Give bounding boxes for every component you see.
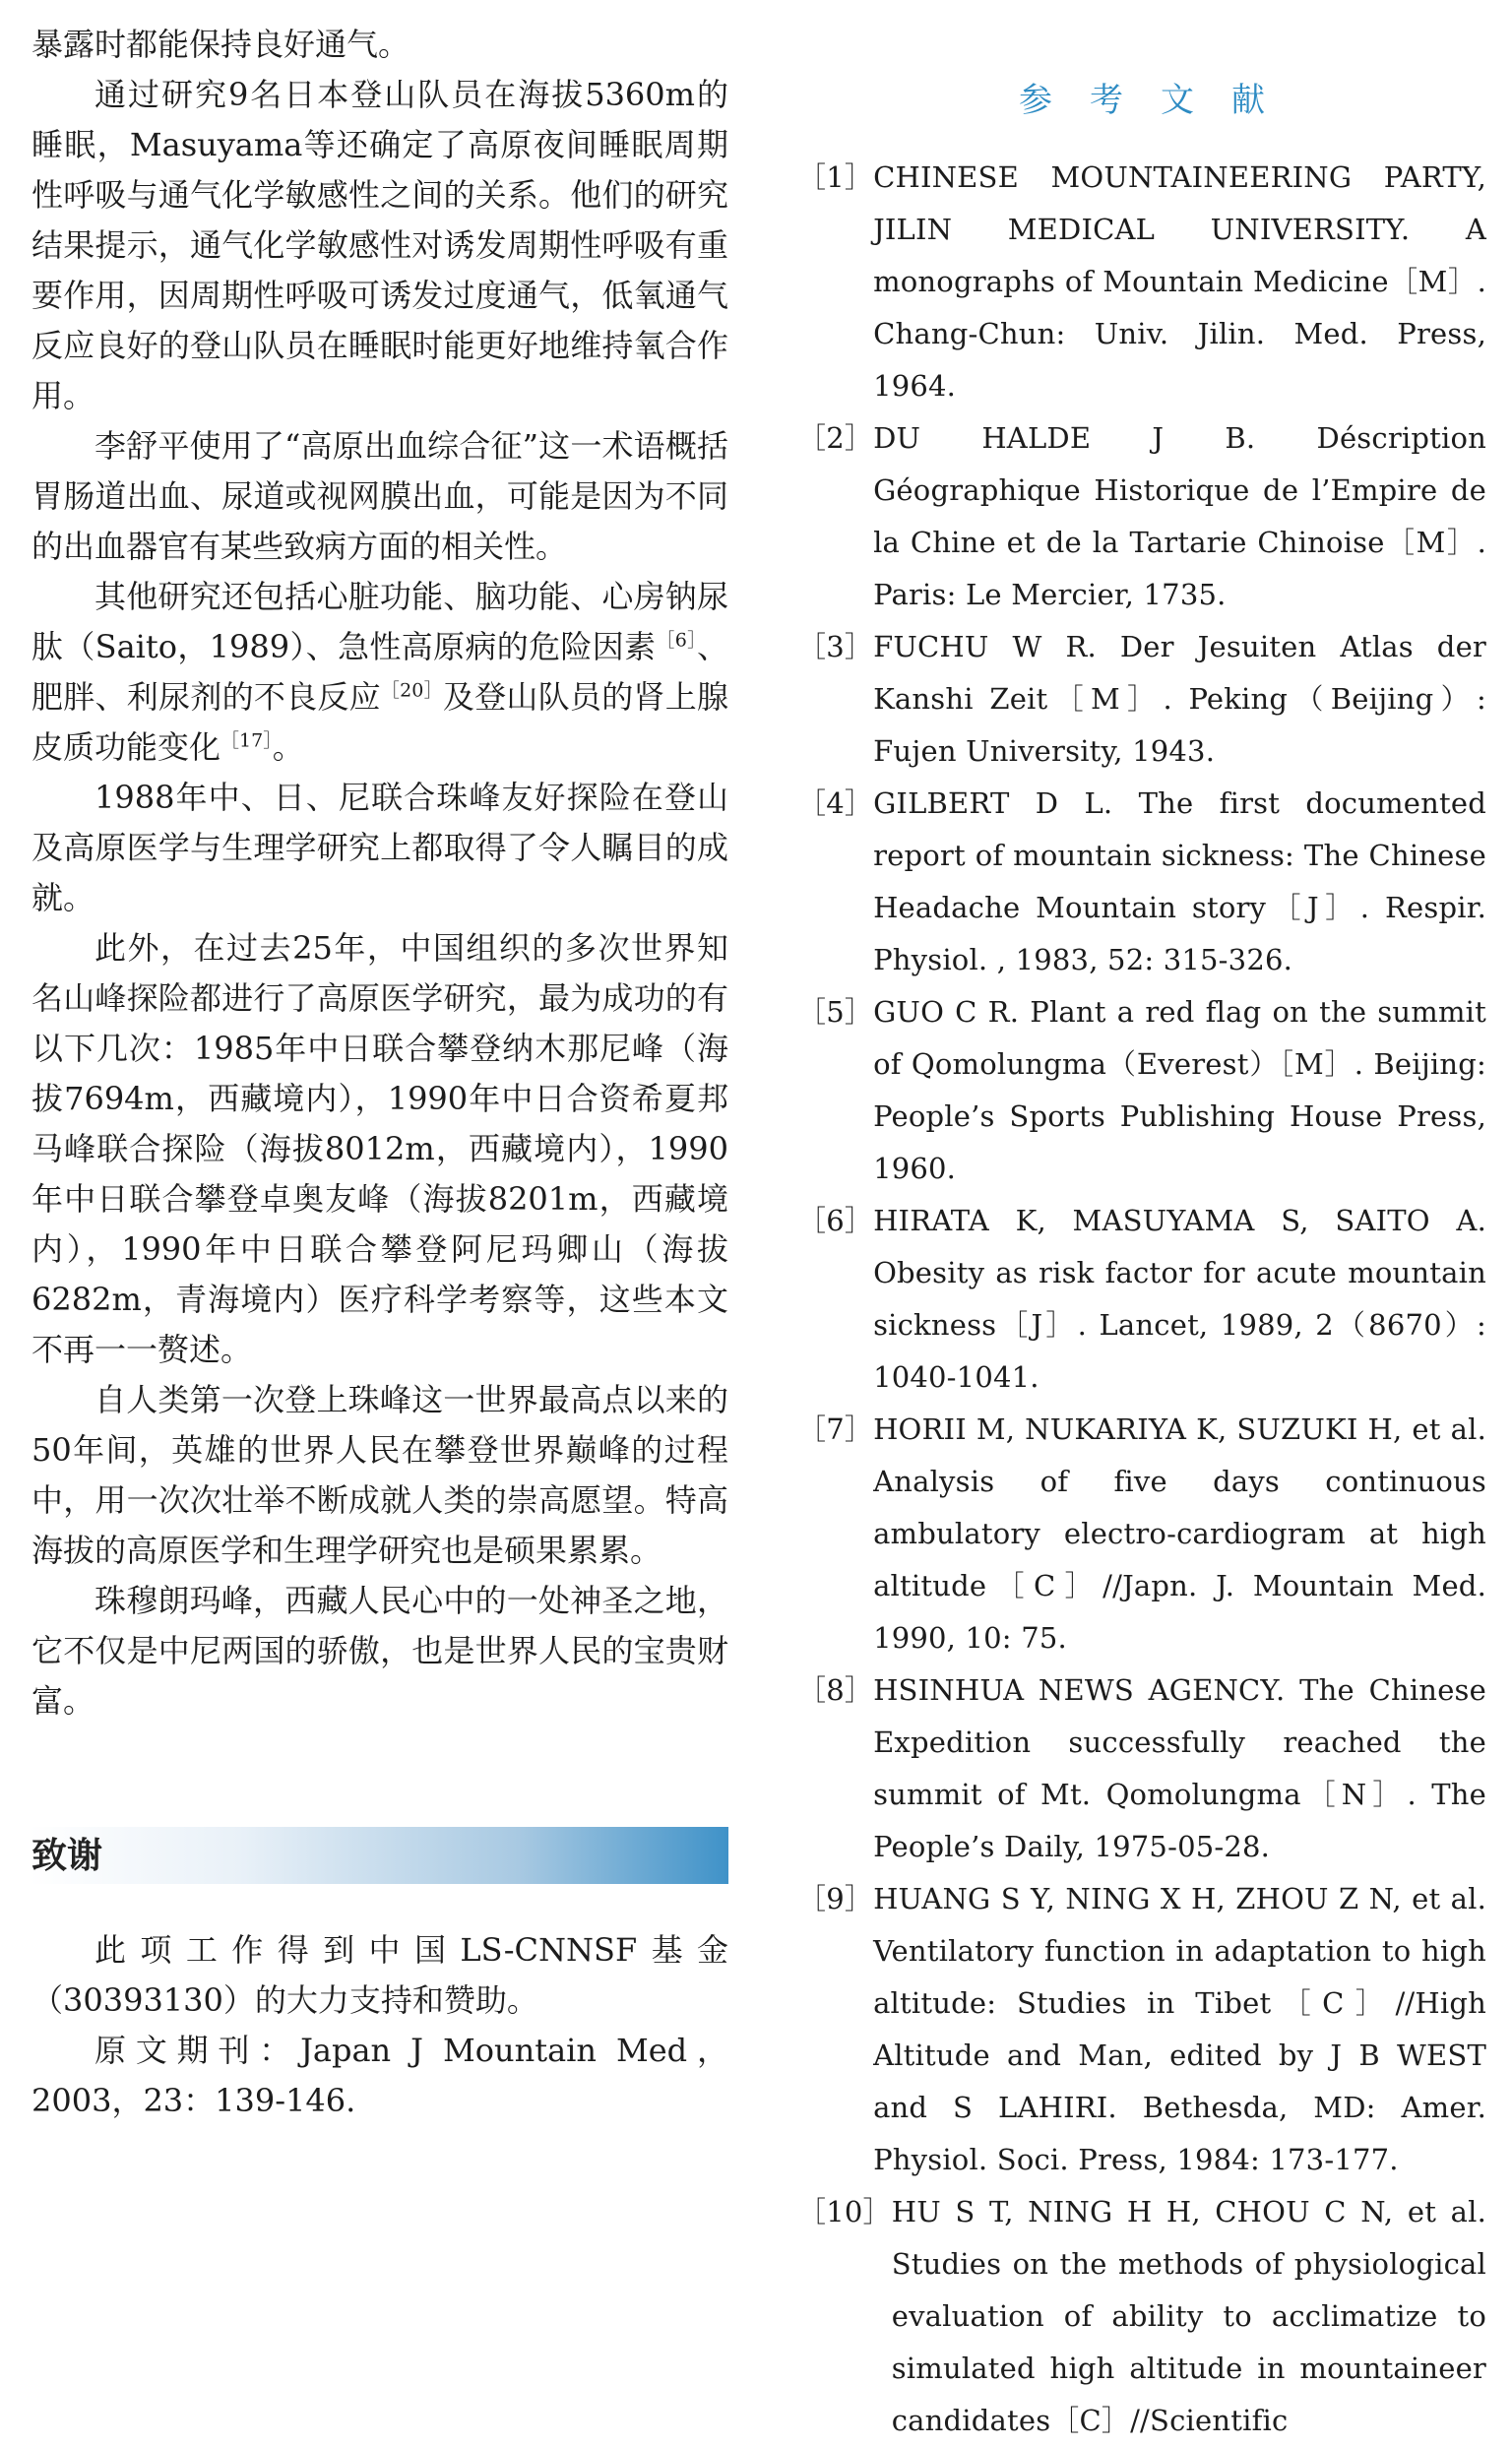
acknowledgement-title: 致谢 <box>32 1836 103 1876</box>
other-studies-text-3: 及登山队员的肾上腺皮质功能变化 <box>32 678 728 766</box>
references-column <box>797 71 1486 2447</box>
reference-number: ［5］ <box>797 995 874 1029</box>
reference-item <box>797 1404 1486 1664</box>
paragraph-hemorrhage-syndrome: 李舒平使用了“高原出血综合征”这一术语概括胃肠道出血、尿道或视网膜出血，可能是因为不同的出血器官有某些致病方面的相关性。 <box>32 427 728 565</box>
acknowledgement-section <box>32 1925 728 2126</box>
paragraph-50-years: 自人类第一次登上珠峰这一世界最高点以来的50年间，英雄的世界人民在攀登世界巅峰的过程中，用一次次壮举不断成就人类的崇高愿望。特高海拔的高原医学和生理学研究也是硕果累累。 <box>32 1381 728 1569</box>
reference-text: FUCHU W R. Der Jesuiten Atlas der Kanshi Zeit［M］. Peking（Beijing）: Fujen University, 1943. <box>873 630 1486 768</box>
paragraph-other-studies <box>32 572 728 773</box>
reference-text: HORII M, NUKARIYA K, SUZUKI H, et al. Analysis of five days continuous ambulatory electro-cardiogram at high altitude［C］//Japn. J. Mountain Med. 1990, 10: 75. <box>873 1412 1486 1655</box>
reference-number: ［3］ <box>797 630 874 663</box>
reference-item <box>797 778 1486 986</box>
reference-item <box>797 986 1486 1195</box>
paragraph-ventilation-end: 暴露时都能保持良好通气。 <box>32 26 410 63</box>
acknowledgement-header-bar <box>30 1827 728 1884</box>
reference-list <box>797 152 1486 2447</box>
reference-item <box>797 1873 1486 2186</box>
reference-number: ［7］ <box>797 1412 874 1446</box>
reference-text: HU S T, NING H H, CHOU C N, et al. Studies on the methods of physiological evaluation of ability to acclimatize to simulated high altitude in mountaineer candidates［C］//Scientific <box>891 2195 1486 2437</box>
other-studies-text-1: 其他研究还包括心脏功能、脑功能、心房钠尿肽（Saito，1989）、急性高原病的危险因素 <box>32 578 728 665</box>
reference-text: HIRATA K, MASUYAMA S, SAITO A. Obesity as risk factor for acute mountain sickness［J］. Lancet, 1989, 2（8670）: 1040-1041. <box>873 1204 1486 1394</box>
reference-number: ［4］ <box>797 786 874 820</box>
reference-text: CHINESE MOUNTAINEERING PARTY, JILIN MEDICAL UNIVERSITY. A monographs of Mountain Medicine［M］. Chang-Chun: Univ. Jilin. Med. Press, 1964. <box>873 160 1486 403</box>
reference-text: HUANG S Y, NING X H, ZHOU Z N, et al. Ventilatory function in adaptation to high altitude: Studies in Tibet［C］//High Altitude and Man, edited by J B WEST and S LAHIRI. Bethesda, MD: Amer. Physiol. Soci. Press, 1984: 173-177. <box>873 1882 1486 2176</box>
other-studies-text-2: 、肥胖、利尿剂的不良反应 <box>32 628 728 716</box>
paragraph-1988-expedition: 1988年中、日、尼联合珠峰友好探险在登山及高原医学与生理学研究上都取得了令人瞩目的成就。 <box>32 779 728 916</box>
reference-number: ［10］ <box>797 2195 892 2228</box>
reference-item <box>797 412 1486 621</box>
reference-text: HSINHUA NEWS AGENCY. The Chinese Expedition successfully reached the summit of Mt. Qomolungma［N］. The People’s Daily, 1975-05-28. <box>873 1673 1486 1863</box>
citation-17: ［17］ <box>220 729 273 752</box>
reference-text: DU HALDE J B. Déscription Géographique Historique de l’Empire de la Chine et de la Tartarie Chinoise［M］. Paris: Le Mercier, 1735. <box>873 421 1486 611</box>
acknowledgement-body: 此项工作得到中国LS-CNNSF基金（30393130）的大力支持和赞助。 <box>32 1931 728 2019</box>
reference-number: ［2］ <box>797 421 874 455</box>
reference-number: ［6］ <box>797 1204 874 1237</box>
left-column <box>32 20 728 1726</box>
reference-number: ［1］ <box>797 160 874 194</box>
paragraph-masuyama-sleep: 通过研究9名日本登山队员在海拔5360m的睡眠，Masuyama等还确定了高原夜间睡眠周期性呼吸与通气化学敏感性之间的关系。他们的研究结果提示，通气化学敏感性对诱发周期性呼吸有重要作用，因周期性呼吸可诱发过度通气，低氧通气反应良好的登山队员在睡眠时能更好地维持氧合作用。 <box>32 76 728 414</box>
original-source: 原文期刊：Japan J Mountain Med，2003，23：139-146. <box>32 2032 728 2119</box>
reference-text: GILBERT D L. The first documented report of mountain sickness: The Chinese Headache Mountain story［J］. Respir. Physiol. , 1983, 52: 315-326. <box>873 786 1486 976</box>
reference-item <box>797 2186 1486 2447</box>
reference-item <box>797 621 1486 778</box>
citation-20: ［20］ <box>380 679 443 702</box>
reference-text: GUO C R. Plant a red flag on the summit of Qomolungma（Everest）［M］. Beijing: People’s Sports Publishing House Press, 1960. <box>873 995 1486 1185</box>
reference-item <box>797 1664 1486 1873</box>
citation-6: ［6］ <box>656 629 697 652</box>
paragraph-qomolangma-sacred: 珠穆朗玛峰，西藏人民心中的一处神圣之地，它不仅是中尼两国的骄傲，也是世界人民的宝贵财富。 <box>32 1582 728 1720</box>
paragraph-past-25-years: 此外，在过去25年，中国组织的多次世界知名山峰探险都进行了高原医学研究，最为成功的有以下几次：1985年中日联合攀登纳木那尼峰（海拔7694m，西藏境内），1990年中日合资希夏邦马峰联合探险（海拔8012m，西藏境内），1990年中日联合攀登卓奥友峰（海拔8201m，西藏境内），1990年中日联合攀登阿尼玛卿山（海拔6282m，青海境内）医疗科学考察等，这些本文不再一一赘述。 <box>32 929 728 1368</box>
references-heading: 参考文献 <box>1019 81 1302 120</box>
reference-number: ［8］ <box>797 1673 874 1707</box>
reference-item <box>797 1195 1486 1404</box>
other-studies-text-4: 。 <box>272 728 304 766</box>
reference-number: ［9］ <box>797 1882 874 1915</box>
reference-item <box>797 152 1486 412</box>
